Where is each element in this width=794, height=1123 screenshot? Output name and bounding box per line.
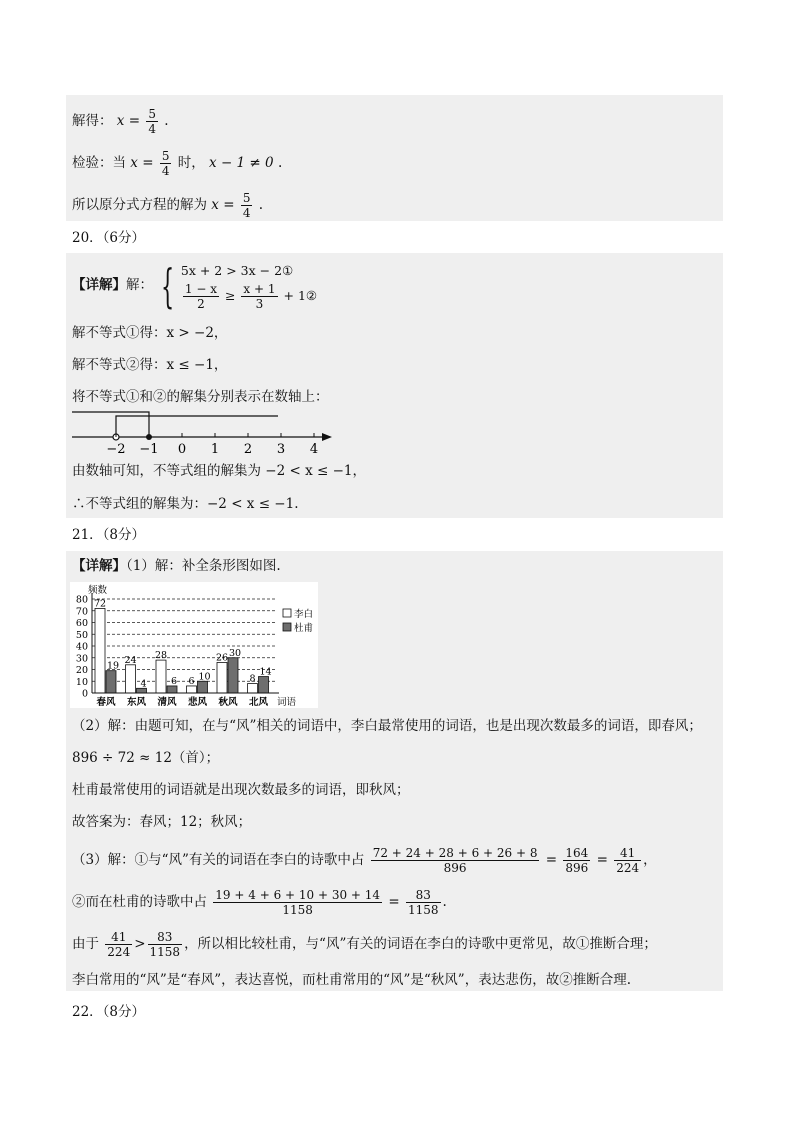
text: （1）解：补全条形图如图.: [126, 558, 281, 574]
bar-value-label: 6: [170, 675, 178, 687]
text: .: [442, 894, 447, 910]
part2-line-3: 杜甫最常使用的词语就是出现次数最多的词语，即秋风；: [72, 782, 410, 798]
part3-line-2: ②而在杜甫的诗歌中占 $\frac{19 + 4 + 6 + 10 + 30 + 14}{1158}$ = $\frac{83}{1158}$ .: [72, 888, 447, 917]
y-tick-label: 10: [75, 676, 88, 688]
inequality-1: 5x + 2 > 3x − 2①: [180, 263, 294, 278]
bar-value-label: 24: [124, 654, 137, 666]
bar-libai: [248, 684, 258, 693]
inequality-2: [181, 282, 317, 311]
bar-libai: [126, 665, 136, 693]
bar-libai: [156, 660, 166, 693]
bar-value-label: 30: [228, 647, 242, 659]
text: 时，: [177, 155, 205, 171]
y-tick-label: 60: [75, 618, 88, 629]
bar-dufu: [198, 681, 208, 693]
category-label: 秋风: [218, 697, 238, 708]
conclusion-line-2: ∴不等式组的解集为：−2 < x ≤ −1.: [72, 496, 299, 512]
numerator: 83: [148, 930, 183, 945]
expression: x − 1 ≠ 0: [209, 155, 274, 171]
final-line: 李白常用的“风”是“春风”，表达喜悦，而杜甫常用的“风”是“秋风”，表达悲伤，故②推断合理.: [72, 972, 632, 988]
denominator: 2: [197, 297, 205, 311]
number-line-tick-label: −1: [139, 442, 159, 456]
text: （3）解：①与“风”有关的词语在李白的诗歌中占: [72, 852, 365, 868]
solve-line: [72, 107, 169, 136]
bar-libai: [217, 662, 227, 693]
part3-line-1: （3）解：①与“风”有关的词语在李白的诗歌中占 $\frac{72 + 24 + 28 + 6 + 26 + 8}{896}$ = $\frac{164}{896}$ = $\frac{41}{224}$ ，: [72, 846, 657, 875]
fraction: [241, 282, 277, 311]
fraction: [241, 191, 253, 220]
part2-line-4: 故答案为：春风；12；秋风；: [72, 814, 252, 830]
bar-dufu: [228, 658, 238, 693]
operator: ≥: [224, 288, 236, 303]
legend-swatch: [283, 623, 291, 631]
question-header-21: 21．（8分）: [72, 527, 146, 543]
y-tick-label: 20: [75, 665, 88, 676]
y-tick-label: 70: [75, 606, 88, 618]
y-axis-title: 频数: [88, 585, 108, 596]
number-line-intro: 将不等式①和②的解集分别表示在数轴上：: [72, 389, 329, 405]
y-tick-label: 50: [75, 629, 88, 641]
numerator: 5: [161, 149, 170, 163]
text: .: [164, 113, 169, 129]
category-label: 春风: [96, 697, 116, 708]
bar-value-label: 19: [106, 660, 120, 672]
category-label: 东风: [126, 697, 147, 708]
equation-lhs: x =: [211, 197, 235, 213]
inequality-system: [181, 260, 317, 311]
bar-value-label: 4: [140, 678, 147, 690]
numerator: 83: [406, 888, 441, 903]
bar-value-label: 72: [93, 598, 107, 610]
text: 解得：: [72, 113, 113, 129]
number-line-tick-label: 1: [210, 442, 220, 456]
bar-libai: [95, 608, 105, 693]
check-line: [72, 149, 282, 178]
numerator: x + 1: [243, 282, 276, 296]
number-line-tick-label: 4: [309, 442, 319, 456]
fraction: [614, 846, 641, 875]
number-line-tick-label: 0: [177, 442, 187, 456]
fraction: [406, 888, 441, 917]
axis-arrow: [322, 433, 332, 441]
denominator: 224: [616, 861, 640, 875]
part2-line-2: 896 ÷ 72 ≈ 12（首）；: [72, 750, 220, 766]
numerator: 1 − x: [184, 282, 217, 296]
bar-chart: [70, 582, 318, 708]
text: 所以原分式方程的解为: [72, 197, 207, 213]
numerator: 5: [242, 191, 251, 205]
denominator: 4: [148, 122, 156, 136]
bar-value-label: 6: [188, 675, 195, 687]
fraction: [563, 846, 590, 875]
left-brace: {: [161, 258, 175, 313]
legend-label: 杜甫: [294, 623, 314, 634]
equation-lhs: x =: [130, 155, 154, 171]
denominator: 3: [255, 297, 264, 311]
solution-line-2: 解不等式②得：x ≤ −1，: [72, 357, 228, 373]
solution-line-1: 解不等式①得：x > −2，: [72, 325, 228, 341]
legend-label: 李白: [294, 609, 314, 620]
fraction: [146, 107, 158, 136]
denominator: 896: [443, 861, 467, 875]
y-tick-label: 30: [75, 653, 88, 665]
number-line: [70, 410, 336, 456]
detail-tag: 【详解】: [72, 277, 126, 293]
numerator: 164: [565, 846, 589, 860]
x-axis-title: 词语: [277, 697, 297, 708]
denominator: 224: [107, 945, 131, 959]
question-header-20: 20．（6分）: [72, 230, 146, 246]
text: ，: [643, 852, 657, 868]
number-line-tick-label: 2: [243, 442, 253, 456]
number-line-tick-label: −2: [106, 442, 126, 456]
category-label: 悲风: [187, 697, 208, 708]
bar-value-label: 14: [259, 666, 272, 678]
bar-value-label: 28: [154, 650, 168, 662]
text: .: [258, 197, 264, 213]
y-tick-label: 80: [75, 594, 88, 606]
bar-value-label: 26: [215, 652, 229, 664]
bar-dufu: [167, 686, 177, 693]
text: + 1②: [283, 288, 318, 303]
denominator: 1158: [407, 903, 439, 917]
bar-dufu: [259, 677, 269, 693]
category-label: 北风: [248, 697, 269, 708]
fraction: [371, 846, 540, 875]
denominator: 1158: [149, 945, 181, 959]
legend-swatch: [283, 609, 291, 617]
text: 由于: [72, 936, 99, 952]
denominator: 1158: [282, 903, 313, 917]
text: 解：: [126, 277, 153, 293]
y-tick-label: 0: [81, 688, 88, 700]
detail-tag: 【详解】: [72, 558, 126, 574]
numerator: 5: [148, 107, 156, 121]
part1-line: [72, 556, 281, 576]
solution-ray-1: [116, 416, 278, 437]
text: ，所以相比较杜甫，与“风”有关的词语在李白的诗歌中更常见，故①推断合理；: [184, 936, 657, 952]
numerator: 41: [105, 930, 132, 945]
bar-dufu: [106, 671, 116, 693]
text: ②而在杜甫的诗歌中占: [72, 894, 207, 910]
text: .: [277, 155, 283, 171]
numerator: 72 + 24 + 28 + 6 + 26 + 8: [372, 846, 538, 860]
bar-value-label: 8: [249, 673, 256, 685]
bar-value-label: 10: [198, 671, 211, 683]
category-label: 清风: [157, 697, 177, 708]
text: 检验：当: [72, 155, 126, 171]
fraction: [160, 149, 172, 178]
equation-lhs: x =: [116, 113, 141, 129]
conclusion-line-1: 由数轴可知，不等式组的解集为 −2 < x ≤ −1，: [72, 463, 366, 479]
numerator: 41: [614, 846, 641, 861]
numerator: 19 + 4 + 6 + 10 + 30 + 14: [215, 888, 381, 902]
question-header-22: 22．（8分）: [72, 1004, 146, 1020]
number-line-tick-label: 3: [276, 442, 286, 456]
fraction: [183, 282, 219, 311]
bar-libai: [187, 686, 197, 693]
denominator: 4: [242, 206, 251, 220]
y-tick-label: 40: [75, 641, 88, 653]
denominator: 896: [565, 861, 589, 875]
fraction: [213, 888, 382, 917]
part2-line-1: （2）解：由题可知，在与“风”相关的词语中，李白最常使用的词语，也是出现次数最多的词语，即春风；: [72, 718, 702, 734]
denominator: 4: [161, 164, 170, 178]
compare-line: 由于 $\frac{41}{224}$ > $\frac{83}{1158}$ ，所以相比较杜甫，与“风”有关的词语在李白的诗歌中更常见，故①推断合理；: [72, 930, 657, 959]
inequality-system-line: [72, 257, 317, 313]
answer-line: [72, 191, 263, 220]
fraction: [148, 930, 183, 959]
fraction: [105, 930, 132, 959]
